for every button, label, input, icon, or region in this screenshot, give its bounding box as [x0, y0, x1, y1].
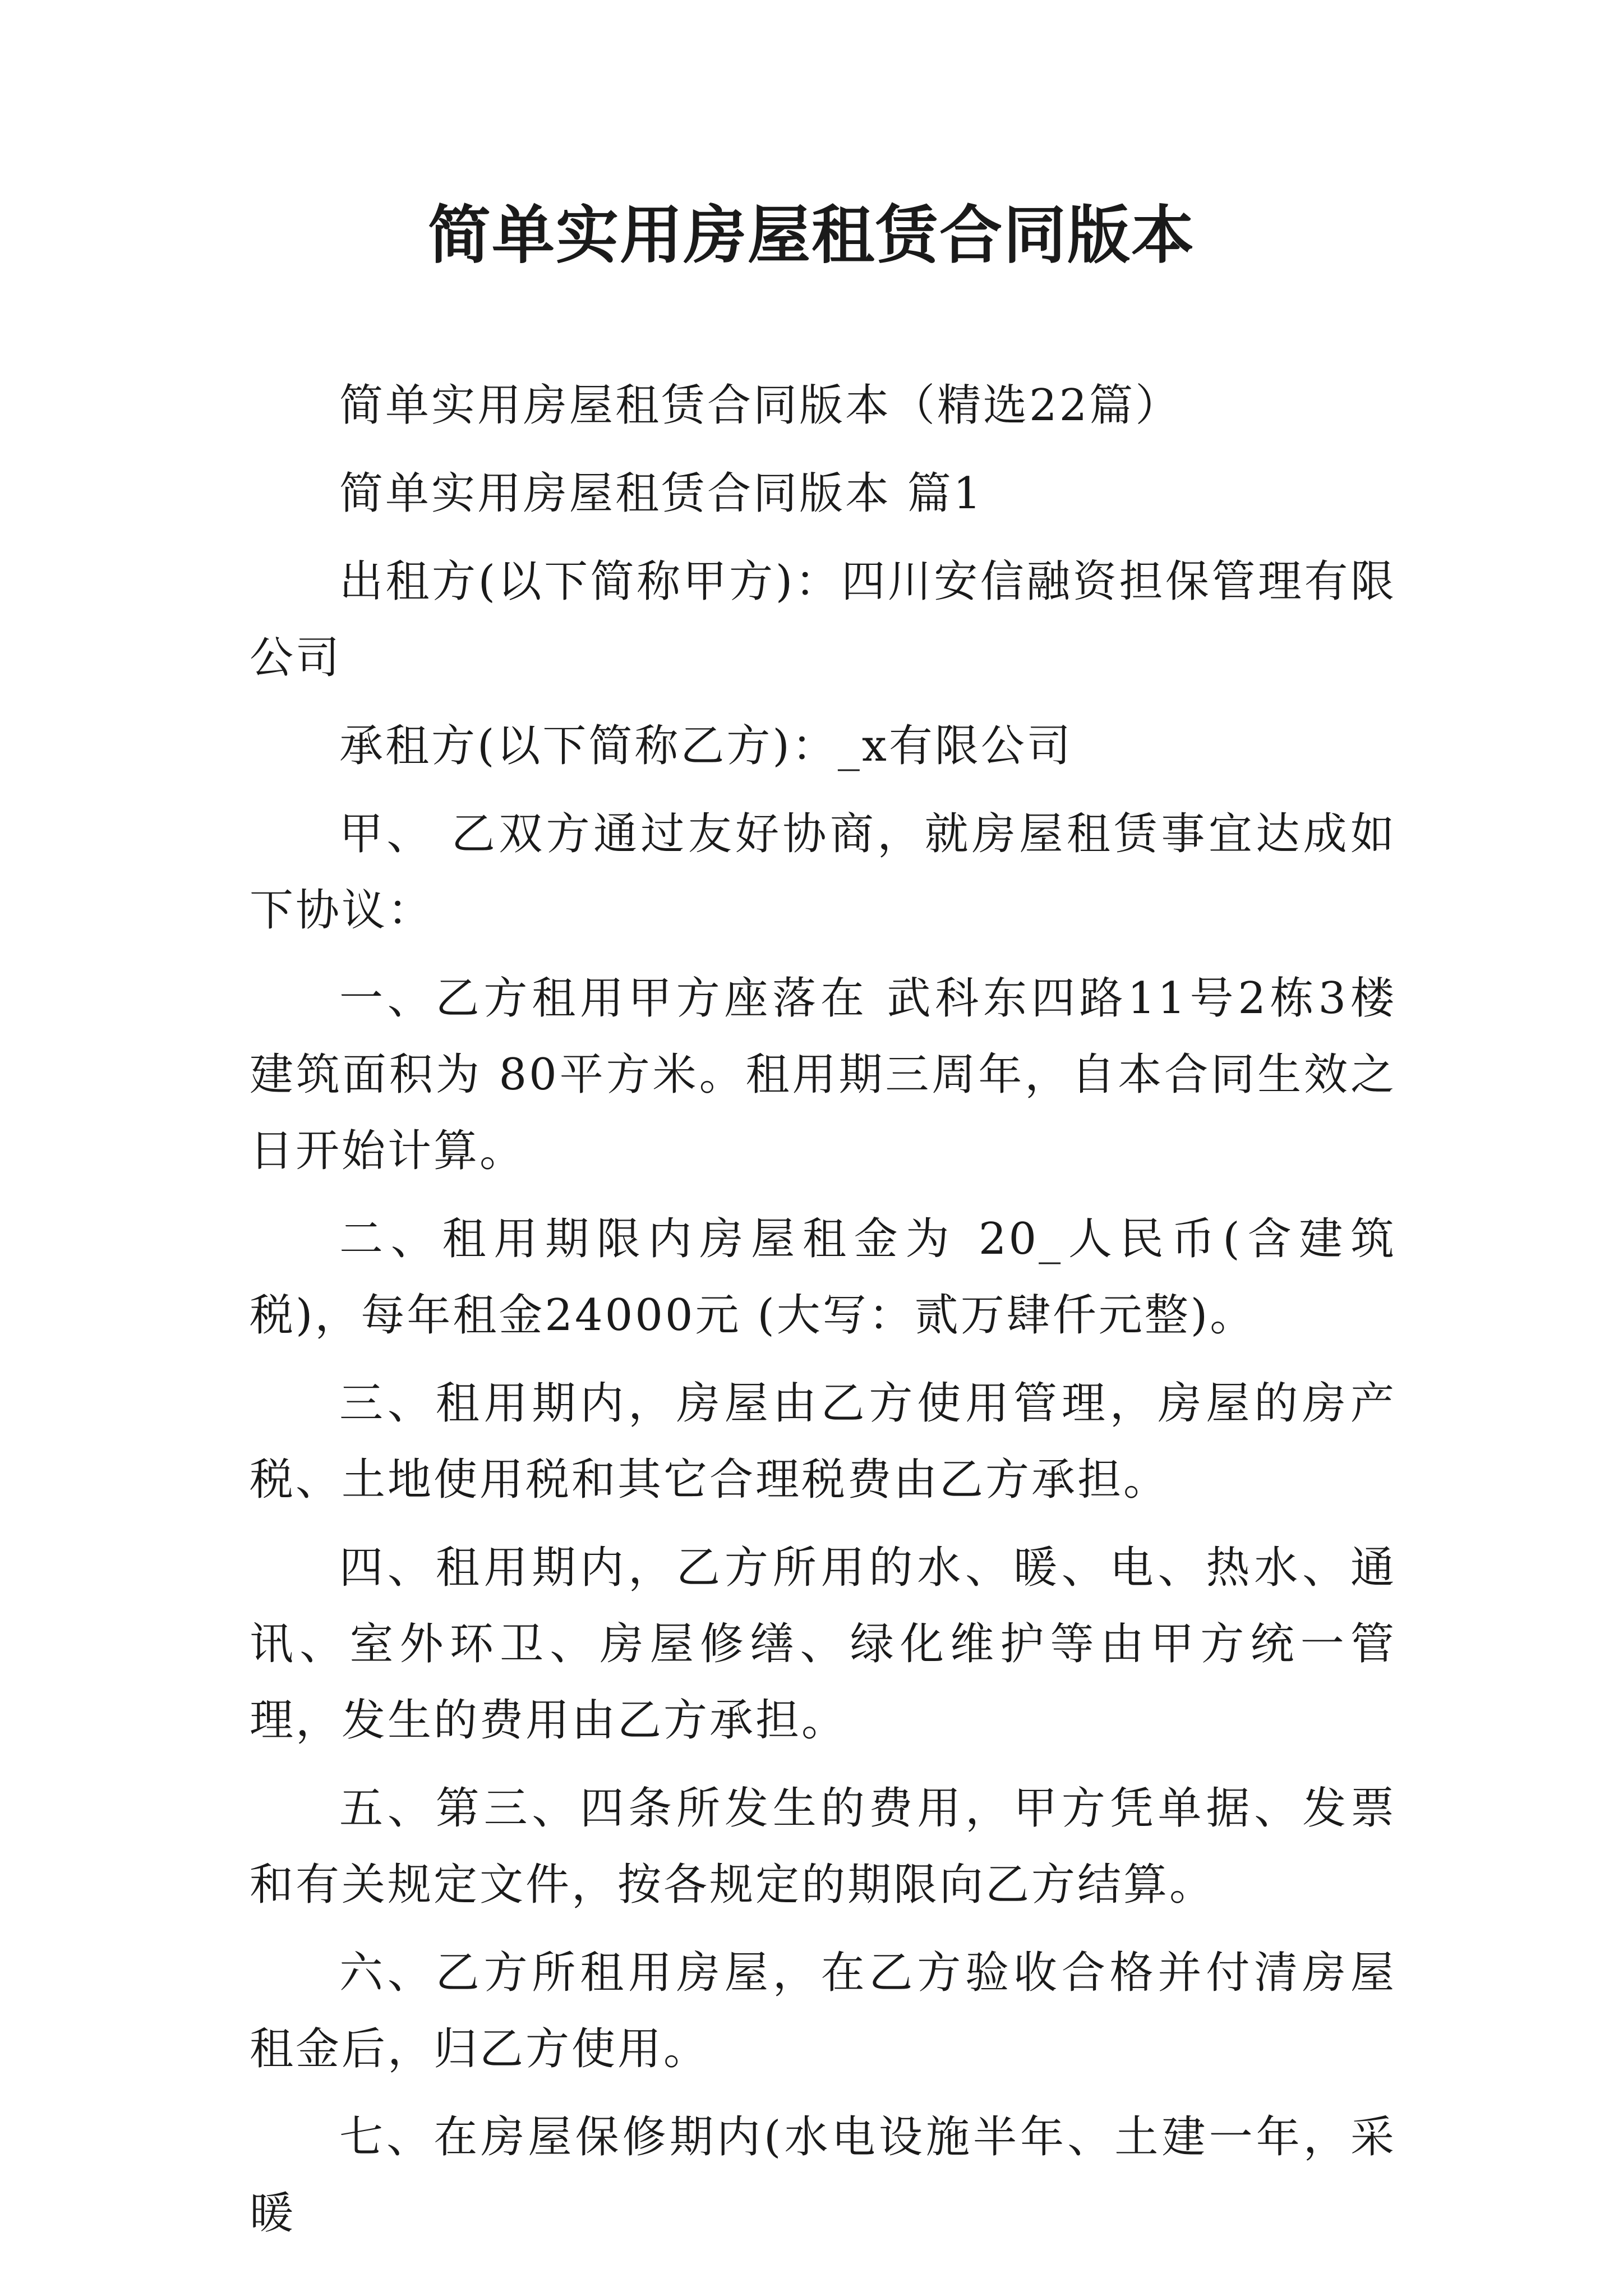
document-title: 简单实用房屋租赁合同版本 [428, 199, 1195, 272]
paragraph-clause-3: 三、租用期内，房屋由乙方使用管理，房屋的房产税、土地使用税和其它合理税费由乙方承担。 [250, 1378, 1396, 1505]
paragraph-clause-7: 七、在房屋保修期内(水电设施半年、土建一年，采暖 [250, 2112, 1396, 2239]
paragraph-clause-6: 六、乙方所租用房屋，在乙方验收合格并付清房屋租金后，归乙方使用。 [250, 1948, 1396, 2074]
paragraph-subtitle: 简单实用房屋租赁合同版本（精选22篇） [339, 380, 1182, 431]
paragraph-lessor: 出租方(以下简称甲方)：四川安信融资担保管理有限公司 [250, 556, 1396, 683]
paragraph-clause-5: 五、第三、四条所发生的费用，甲方凭单据、发票和有关规定文件，按各规定的期限向乙方结算。 [250, 1783, 1396, 1910]
document-body [250, 367, 1396, 2263]
paragraph-clause-2: 二、租用期限内房屋租金为 20_人民币(含建筑税)，每年租金24000元 (大写：贰万肆仟元整)。 [250, 1214, 1396, 1341]
paragraph-clause-1: 一、乙方租用甲方座落在 武科东四路11号2栋3楼 建筑面积为 80平方米。租用期三周年，自本合同生效之日开始计算。 [250, 973, 1396, 1176]
paragraph-lessee: 承租方(以下简称乙方)：_x有限公司 [339, 721, 1073, 771]
paragraph-section-heading: 简单实用房屋租赁合同版本 篇1 [339, 468, 984, 519]
paragraph-clause-4: 四、租用期内，乙方所用的水、暖、电、热水、通讯、室外环卫、房屋修缮、绿化维护等由甲方统一管理，发生的费用由乙方承担。 [250, 1543, 1396, 1746]
paragraph-agreement-intro: 甲、 乙双方通过友好协商，就房屋租赁事宜达成如下协议： [250, 809, 1396, 936]
